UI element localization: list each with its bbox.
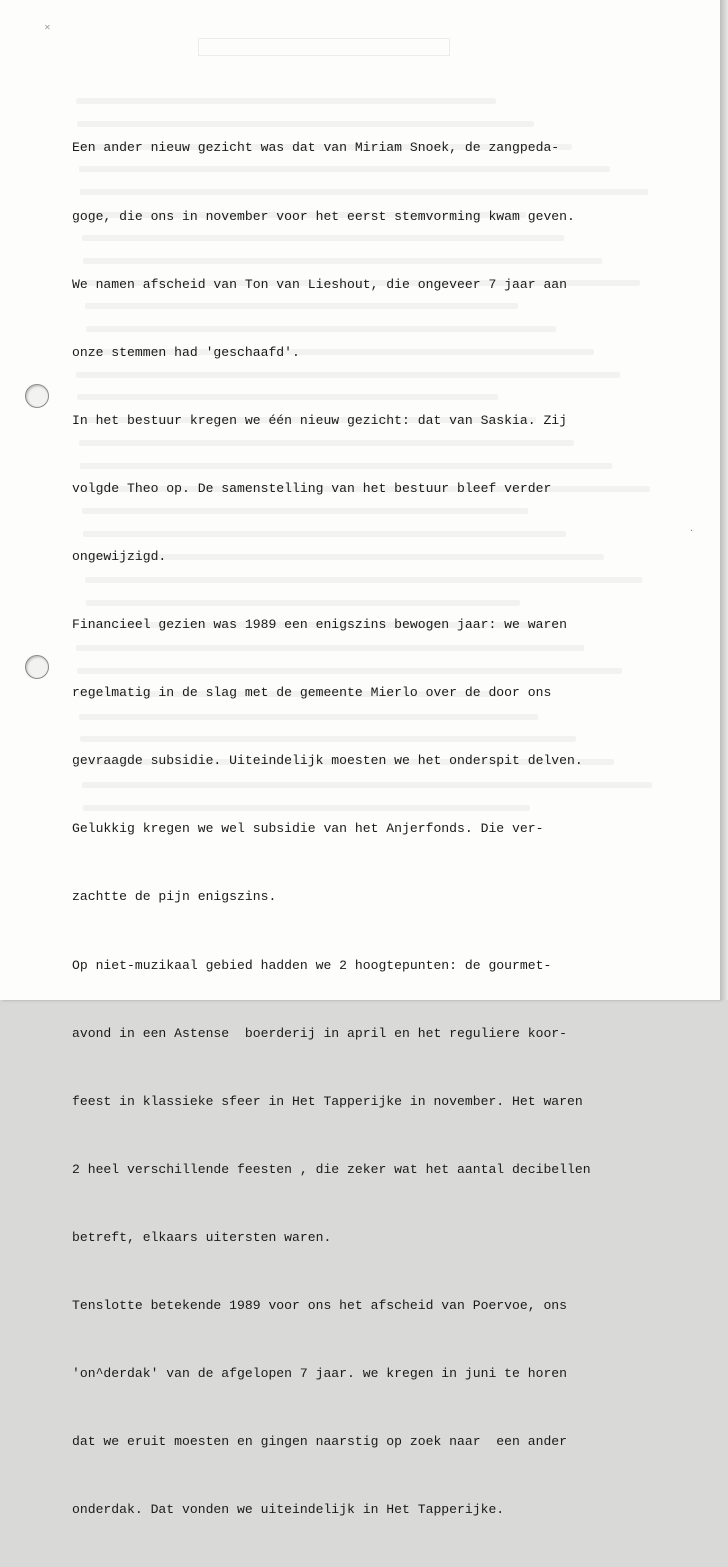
text-line: Tenslotte betekende 1989 voor ons het afscheid van Poervoe, ons: [72, 1298, 568, 1313]
punch-hole: [25, 384, 49, 408]
bleed-through-signature: [532, 23, 586, 60]
typed-body-text: [72, 92, 672, 1567]
text-line: ongewijzigd.: [72, 548, 167, 564]
text-line: Een ander nieuw gezicht was dat van Miriam Snoek, de zangpeda-: [72, 140, 560, 156]
page-edge: [720, 0, 728, 1000]
text-line: volgde Theo op. De samenstelling van het bestuur bleef verder: [72, 480, 552, 496]
text-line: 'on^derdak' van de afgelopen 7 jaar. we kregen in juni te horen: [72, 1366, 568, 1382]
text-line: In het bestuur kregen we één nieuw gezicht: dat van Saskia. Zij: [72, 412, 568, 428]
text-line: avond in een Astense boerderij in april en het reguliere koor-: [72, 1025, 568, 1041]
text-line: zachtte de pijn enigszins.: [72, 889, 277, 905]
text-line: feest in klassieke sfeer in Het Tapperijke in november. Het waren: [72, 1093, 583, 1109]
text-line: goge, die ons in november voor het eerst stemvorming kwam geven.: [72, 208, 575, 224]
corner-mark: ✕: [44, 23, 51, 32]
text-line: We namen afscheid van Ton van Lieshout, die ongeveer 7 jaar aan: [72, 276, 568, 292]
punch-hole: [25, 655, 49, 679]
text-line: Gelukkig kregen we wel subsidie van het Anjerfonds. Die ver-: [72, 821, 544, 837]
text-line: onze stemmen had 'geschaafd'.: [72, 344, 300, 360]
margin-mark: ·: [690, 526, 694, 537]
bleed-through-header: [198, 38, 450, 56]
text-line: betreft, elkaars uitersten waren.: [72, 1229, 332, 1245]
text-line: regelmatig in de slag met de gemeente Mierlo over de door ons: [72, 685, 552, 701]
text-line: dat we eruit moesten en gingen naarstig op zoek naar een ander: [72, 1434, 568, 1450]
text-line: onderdak. Dat vonden we uiteindelijk in Het Tapperijke.: [72, 1502, 505, 1518]
text-line: Financieel gezien was 1989 een enigszins bewogen jaar: we waren: [72, 617, 568, 633]
text-line: gevraagde subsidie. Uiteindelijk moesten we het onderspit delven.: [72, 753, 583, 769]
text-line: Op niet-muzikaal gebied hadden we 2 hoogtepunten: de gourmet-: [72, 957, 552, 973]
text-line: 2 heel verschillende feesten , die zeker wat het aantal decibellen: [72, 1161, 591, 1177]
